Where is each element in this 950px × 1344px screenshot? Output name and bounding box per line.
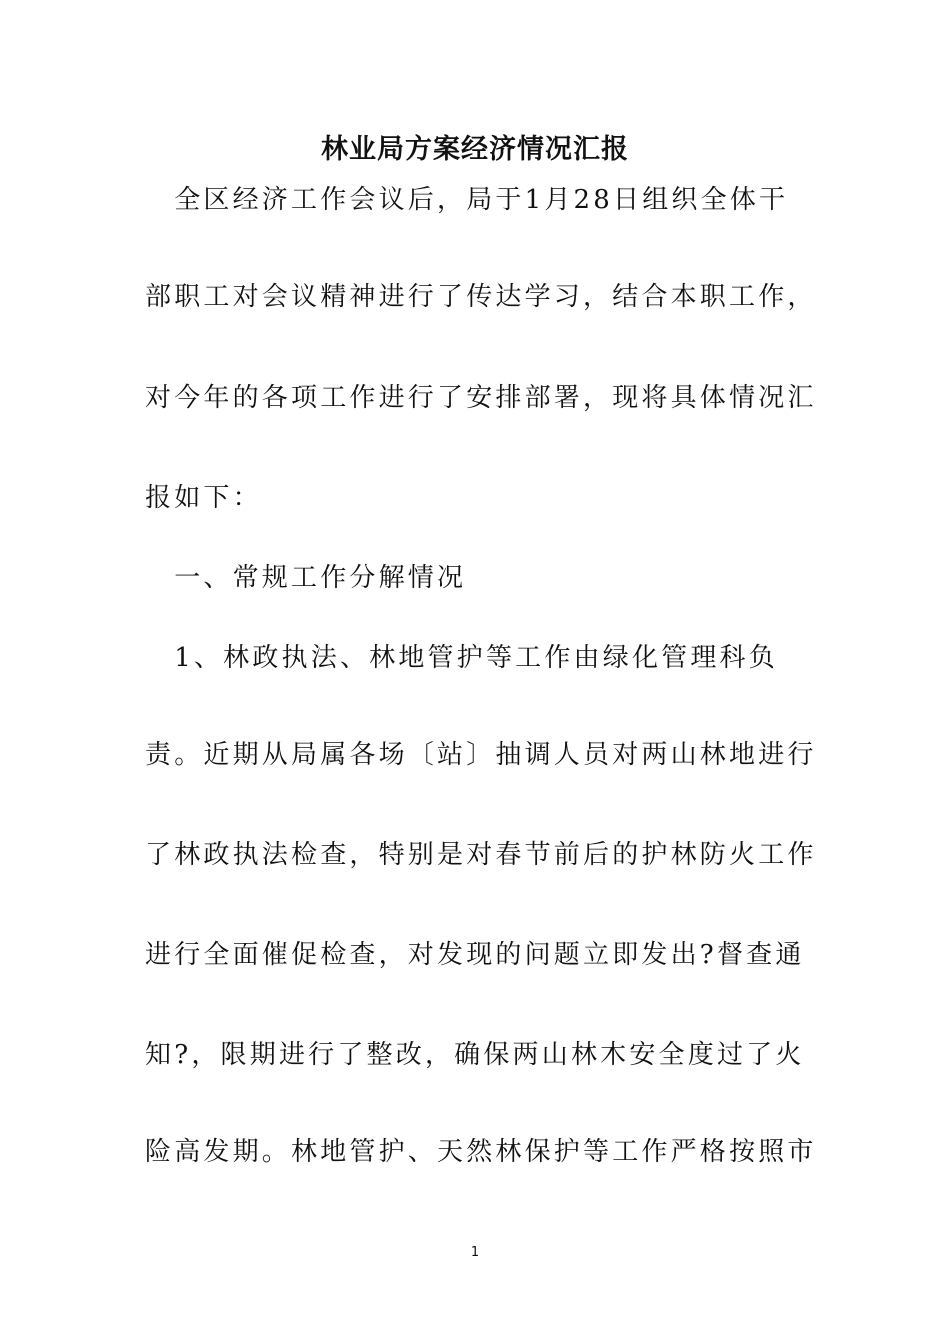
body-line-4: 报如下： [145,483,262,513]
body-line-3: 对今年的各项工作进行了安排部署，现将具体情况汇 [145,383,817,413]
page-number: 1 [470,1245,480,1260]
body-line-10: 知?，限期进行了整改，确保两山林木安全度过了火 [145,1040,805,1070]
body-line-9: 进行全面催促检查，对发现的问题立即发出?督查通 [145,940,805,970]
body-line-7: 责。近期从局属各场〔站〕抽调人员对两山林地进行 [145,740,817,770]
body-line-1: 全区经济工作会议后，局于1月28日组织全体干 [145,185,789,215]
body-line-2: 部职工对会议精神进行了传达学习，结合本职工作， [145,282,817,312]
body-line-11: 险高发期。林地管护、天然林保护等工作严格按照市 [145,1137,817,1167]
document-title: 林业局方案经济情况汇报 [321,134,629,165]
body-line-8: 了林政执法检查，特别是对春节前后的护林防火工作 [145,840,817,870]
body-line-6: 1、林政执法、林地管护等工作由绿化管理科负 [145,643,778,673]
section-heading: 一、常规工作分解情况 [145,563,467,593]
